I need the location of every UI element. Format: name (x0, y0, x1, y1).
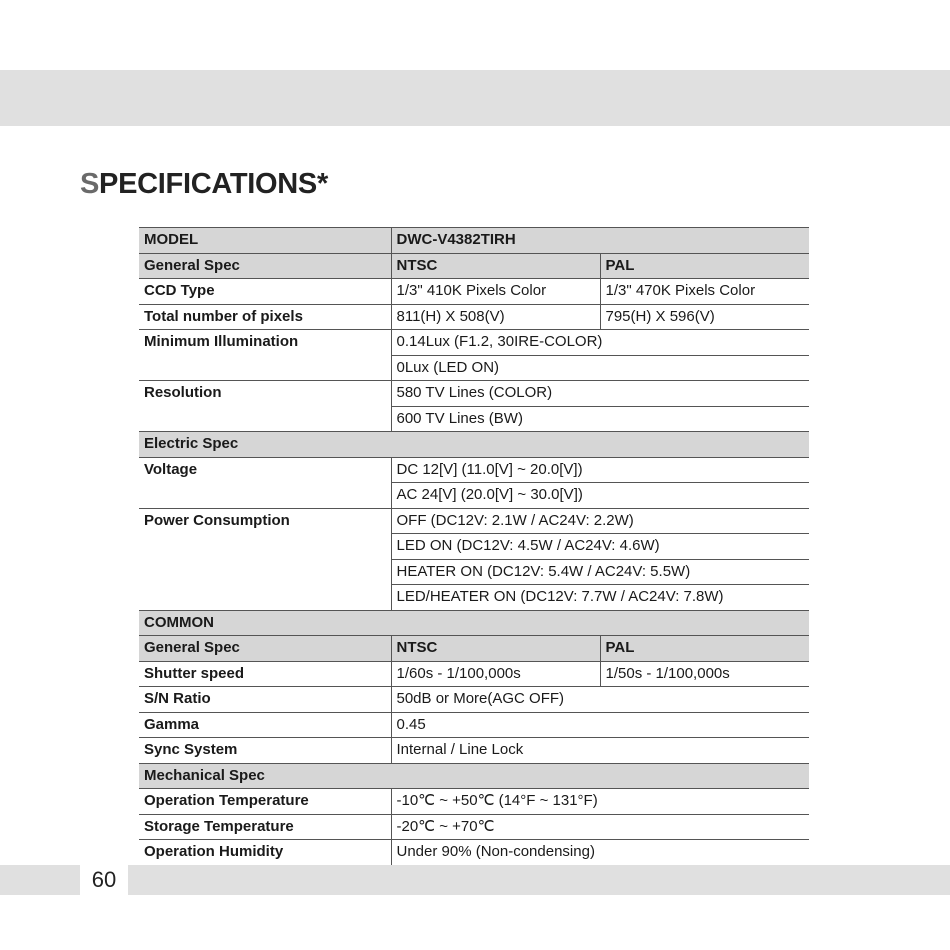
footer-band (0, 865, 950, 895)
sync-system-value: Internal / Line Lock (391, 738, 809, 764)
table-row (139, 687, 809, 713)
shutter-speed-ntsc: 1/60s - 1/100,000s (391, 661, 600, 687)
pal-header: PAL (600, 253, 809, 279)
table-row (139, 304, 809, 330)
min-illumination-label: Minimum Illumination (139, 330, 391, 381)
voltage-label: Voltage (139, 457, 391, 508)
ccd-type-label: CCD Type (139, 279, 391, 305)
spec-table (139, 227, 809, 866)
ntsc-header-2: NTSC (391, 636, 600, 662)
power-value-3: HEATER ON (DC12V: 5.4W / AC24V: 5.5W) (391, 559, 809, 585)
storage-temperature-value: -20℃ ~ +70℃ (391, 814, 809, 840)
storage-temperature-label: Storage Temperature (139, 814, 391, 840)
table-row (139, 712, 809, 738)
table-row (139, 610, 809, 636)
table-row (139, 636, 809, 662)
table-row (139, 840, 809, 866)
shutter-speed-pal: 1/50s - 1/100,000s (600, 661, 809, 687)
model-value: DWC-V4382TIRH (391, 228, 809, 254)
table-row (139, 763, 809, 789)
min-illumination-value-1: 0.14Lux (F1.2, 30IRE-COLOR) (391, 330, 809, 356)
gamma-value: 0.45 (391, 712, 809, 738)
header-band (0, 70, 950, 126)
section-general-spec: General Spec (139, 253, 391, 279)
page-title (80, 168, 328, 201)
table-row (139, 279, 809, 305)
operation-humidity-label: Operation Humidity (144, 843, 284, 860)
power-value-4: LED/HEATER ON (DC12V: 7.7W / AC24V: 7.8W) (391, 585, 809, 611)
power-consumption-label: Power Consumption (139, 508, 391, 610)
section-electric-spec: Electric Spec (139, 432, 809, 458)
section-general-spec-2: General Spec (139, 636, 391, 662)
operation-temperature-label: Operation Temperature (139, 789, 391, 815)
page-number: 60 (91, 867, 117, 892)
table-row (139, 457, 809, 483)
shutter-speed-label: Shutter speed (139, 661, 391, 687)
total-pixels-label: Total number of pixels (139, 304, 391, 330)
power-value-1: OFF (DC12V: 2.1W / AC24V: 2.2W) (391, 508, 809, 534)
table-row (139, 330, 809, 356)
power-value-2: LED ON (DC12V: 4.5W / AC24V: 4.6W) (391, 534, 809, 560)
resolution-label: Resolution (139, 381, 391, 432)
title-text: PECIFICATIONS* (99, 168, 328, 200)
ntsc-header: NTSC (391, 253, 600, 279)
table-row (139, 508, 809, 534)
ccd-type-ntsc: 1/3" 410K Pixels Color (391, 279, 600, 305)
table-row (139, 432, 809, 458)
min-illumination-value-2: 0Lux (LED ON) (391, 355, 809, 381)
section-mechanical-spec: Mechanical Spec (139, 763, 809, 789)
table-row (139, 814, 809, 840)
total-pixels-ntsc: 811(H) X 508(V) (391, 304, 600, 330)
gamma-label: Gamma (139, 712, 391, 738)
total-pixels-pal: 795(H) X 596(V) (600, 304, 809, 330)
sync-system-label: Sync System (139, 738, 391, 764)
table-row (139, 253, 809, 279)
voltage-value-1: DC 12[V] (11.0[V] ~ 20.0[V]) (391, 457, 809, 483)
operation-temperature-value: -10℃ ~ +50℃ (14°F ~ 131°F) (391, 789, 809, 815)
voltage-value-2: AC 24[V] (20.0[V] ~ 30.0[V]) (391, 483, 809, 509)
resolution-value-2: 600 TV Lines (BW) (391, 406, 809, 432)
table-row (139, 789, 809, 815)
table-row (139, 738, 809, 764)
model-label: MODEL (139, 228, 391, 254)
table-row (139, 228, 809, 254)
table-row (139, 661, 809, 687)
pal-header-2: PAL (600, 636, 809, 662)
table-row (139, 381, 809, 407)
resolution-value-1: 580 TV Lines (COLOR) (391, 381, 809, 407)
title-initial: S (80, 168, 100, 200)
operation-humidity-value: Under 90% (Non-condensing) (391, 840, 809, 866)
ccd-type-pal: 1/3" 470K Pixels Color (600, 279, 809, 305)
section-common: COMMON (139, 610, 809, 636)
sn-ratio-value: 50dB or More(AGC OFF) (391, 687, 809, 713)
sn-ratio-label: S/N Ratio (139, 687, 391, 713)
